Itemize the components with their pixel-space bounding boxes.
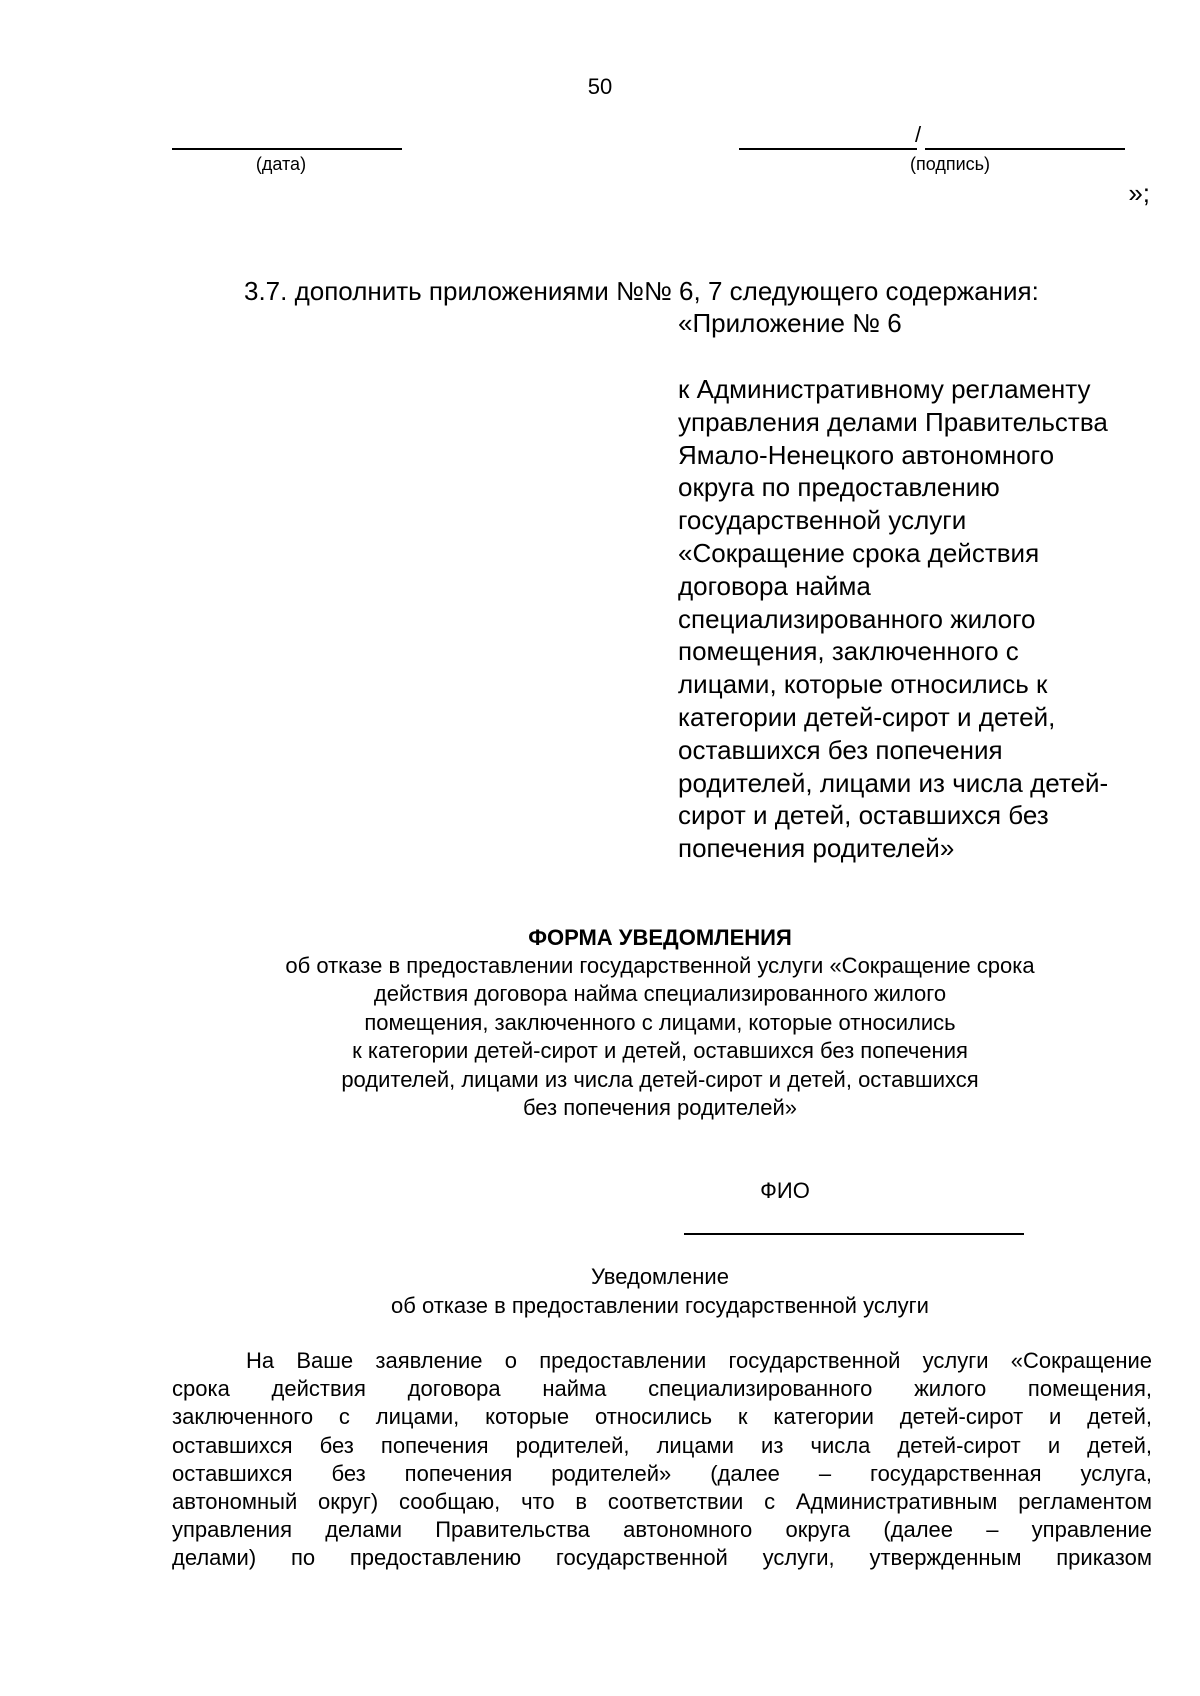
appendix-line: управления делами Правительства [678, 406, 1108, 437]
amendment-text: 3.7. дополнить приложениями №№ 6, 7 следующего содержания: [244, 276, 1039, 306]
notice-body-line: автономный округ) сообщаю, что в соответствии с Административным регламентом [172, 1489, 1152, 1515]
appendix-line: попечения родителей» [678, 833, 955, 864]
notice-title: Уведомление [591, 1264, 729, 1289]
closing-quote: »; [1128, 178, 1150, 208]
signature-line-left [739, 148, 917, 150]
notice-body-line: делами) по предоставлению государственной услуги, утвержденным приказом [172, 1545, 1152, 1571]
notice-subtitle: об отказе в предоставлении государственной услуги [391, 1293, 929, 1318]
recipient-line [684, 1233, 1024, 1235]
appendix-line: Ямало-Ненецкого автономного [678, 439, 1055, 470]
appendix-line: родителей, лицами из числа детей- [678, 767, 1109, 798]
appendix-line: государственной услуги [678, 505, 967, 536]
form-subtitle: об отказе в предоставлении государственной услуги «Сокращение срока действия договора найма специализированного жилого помещения, заключенного с лицами, которые относились к категории детей-сирот и детей, оставшихся без попечения родителей, лицами из числа детей-сирот и детей, оставшихся без попечения родителей» [285, 953, 1035, 1121]
appendix-reference [678, 373, 1198, 865]
appendix-line: «Сокращение срока действия [678, 537, 1040, 568]
notice-body-line: На Ваше заявление о предоставлении государственной услуги «Сокращение [246, 1348, 1152, 1373]
signature-slash: / [915, 122, 922, 147]
notice-body [172, 1347, 1152, 1573]
appendix-line: лицами, которые относились к [678, 669, 1048, 700]
appendix-line: категории детей-сирот и детей, [678, 701, 1056, 732]
signature-caption: (подпись) [909, 154, 991, 174]
notice-body-line: срока действия договора найма специализированного жилого помещения, [172, 1376, 1152, 1402]
appendix-line: округа по предоставлению [678, 472, 1000, 503]
appendix-title: «Приложение № 6 [678, 308, 902, 338]
form-title: ФОРМА УВЕДОМЛЕНИЯ [528, 925, 792, 950]
appendix-line: договора найма [678, 570, 871, 601]
notice-body-line: оставшихся без попечения родителей» (далее – государственная услуга, [172, 1460, 1152, 1486]
page-number: 50 [587, 74, 613, 99]
date-line [172, 148, 402, 150]
signature-line-right [925, 148, 1125, 150]
appendix-line: помещения, заключенного с [678, 636, 1019, 667]
date-caption: (дата) [255, 154, 307, 174]
notice-body-line: заключенного с лицами, которые относились к категории детей-сирот и детей, [172, 1404, 1152, 1430]
notice-body-line: оставшихся без попечения родителей, лицами из числа детей-сирот и детей, [172, 1432, 1152, 1458]
appendix-line: к Административному регламенту [678, 374, 1091, 404]
notice-body-line: управления делами Правительства автономного округа (далее – управление [172, 1517, 1152, 1543]
appendix-line: специализированного жилого [678, 603, 1036, 634]
appendix-line: оставшихся без попечения [678, 734, 1003, 765]
recipient-label: ФИО [760, 1178, 810, 1203]
appendix-line: сирот и детей, оставшихся без [678, 800, 1049, 831]
